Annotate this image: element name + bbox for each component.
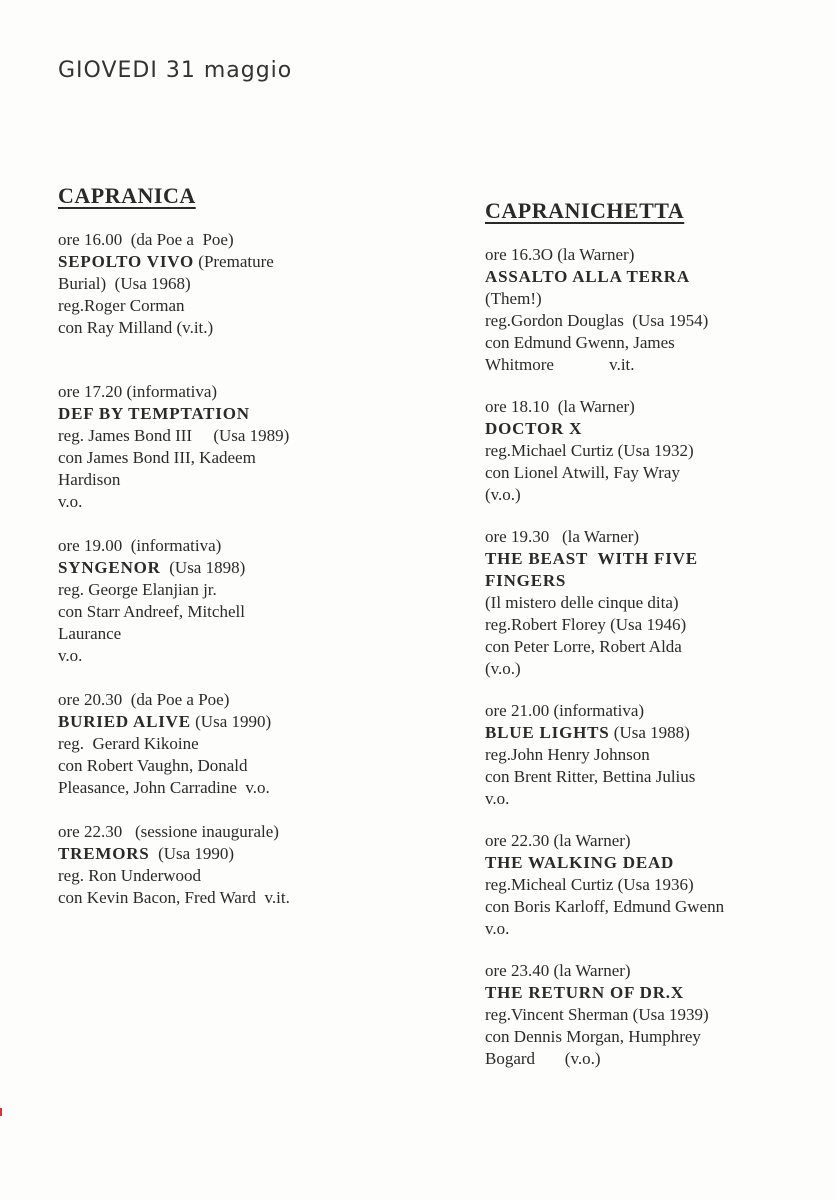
film-director: reg.Roger Corman (58, 296, 185, 315)
film-cast: con Lionel Atwill, Fay Wray (485, 463, 680, 482)
screening-entry (58, 535, 388, 667)
film-title: TREMORS (58, 844, 150, 863)
film-director: reg.Vincent Sherman (Usa 1939) (485, 1005, 709, 1024)
screening-time: ore 21.00 (informativa) (485, 701, 645, 720)
screening-entry (58, 689, 388, 799)
screening-time: ore 18.10 (la Warner) (485, 397, 635, 416)
screening-time: ore 23.40 (la Warner) (485, 961, 631, 980)
film-version: v.o. (58, 646, 83, 665)
film-version: (v.o.) (485, 659, 521, 678)
film-title-suffix: (Usa 1988) (609, 723, 690, 742)
film-director: reg. Ron Underwood (58, 866, 202, 885)
screening-entry (485, 244, 785, 376)
film-italian-title: (Il mistero delle cinque dita) (485, 593, 679, 612)
venue-heading-capranica: CAPRANICA (58, 183, 196, 208)
film-title-continued: FINGERS (485, 571, 567, 590)
film-title: BURIED ALIVE (58, 712, 191, 731)
film-cast: Bogard (v.o.) (485, 1049, 601, 1068)
film-cast: con Ray Milland (v.it.) (58, 318, 214, 337)
film-cast: con Robert Vaughn, Donald (58, 756, 248, 775)
film-title-suffix: (Premature (194, 252, 274, 271)
film-title: THE RETURN OF DR.X (485, 983, 684, 1002)
film-version: v.o. (485, 789, 510, 808)
film-cast: con Boris Karloff, Edmund Gwenn (485, 897, 725, 916)
screening-entry (58, 381, 388, 513)
film-title: THE WALKING DEAD (485, 853, 675, 872)
film-cast: con Peter Lorre, Robert Alda (485, 637, 682, 656)
screening-time: ore 19.30 (la Warner) (485, 527, 640, 546)
film-cast: con Starr Andreef, Mitchell (58, 602, 245, 621)
film-title-suffix: (Usa 1990) (190, 712, 272, 731)
film-director: reg.Robert Florey (Usa 1946) (485, 615, 687, 634)
capranichetta-column (485, 198, 785, 1090)
screening-entry (485, 830, 785, 940)
film-original-title: (Them!) (485, 289, 542, 308)
film-version: (v.o.) (485, 485, 521, 504)
film-cast: con Edmund Gwenn, James (485, 333, 675, 352)
film-cast: Pleasance, John Carradine v.o. (58, 778, 270, 797)
film-cast: con Brent Ritter, Bettina Julius (485, 767, 696, 786)
film-cast: con Kevin Bacon, Fred Ward v.it. (58, 888, 290, 907)
venue-heading-capranichetta: CAPRANICHETTA (485, 198, 685, 223)
film-title: ASSALTO ALLA TERRA (485, 267, 690, 286)
screening-entry (485, 960, 785, 1070)
screening-entry (485, 396, 785, 506)
film-cast: Hardison (58, 470, 121, 489)
screening-time: ore 17.20 (informativa) (58, 382, 218, 401)
film-director: reg.Michael Curtiz (Usa 1932) (485, 441, 694, 460)
film-director: reg.Gordon Douglas (Usa 1954) (485, 311, 709, 330)
film-title: DOCTOR X (485, 419, 583, 438)
screening-entry (58, 821, 388, 909)
film-title-suffix: (Usa 1898) (160, 558, 246, 577)
film-director: reg. James Bond III (Usa 1989) (58, 426, 290, 445)
film-cast: con James Bond III, Kadeem (58, 448, 256, 467)
film-cast: Laurance (58, 624, 122, 643)
film-title: THE BEAST WITH FIVE (485, 549, 698, 568)
screening-time: ore 22.30 (sessione inaugurale) (58, 822, 279, 841)
capranica-column (58, 183, 388, 931)
film-title: BLUE LIGHTS (485, 723, 610, 742)
film-director: reg.John Henry Johnson (485, 745, 650, 764)
film-cast: Whitmore v.it. (485, 355, 635, 374)
screening-entry (485, 526, 785, 680)
film-info: Burial) (Usa 1968) (58, 274, 191, 293)
screening-time: ore 16.3O (la Warner) (485, 245, 635, 264)
film-title: SYNGENOR (58, 558, 161, 577)
screening-time: ore 16.00 (da Poe a Poe) (58, 230, 234, 249)
film-director: reg. George Elanjian jr. (58, 580, 217, 599)
screening-time: ore 22.30 (la Warner) (485, 831, 631, 850)
film-version: v.o. (58, 492, 83, 511)
film-title: DEF BY TEMPTATION (58, 404, 250, 423)
screening-time: ore 20.30 (da Poe a Poe) (58, 690, 230, 709)
film-title-suffix: (Usa 1990) (149, 844, 235, 863)
film-director: reg. Gerard Kikoine (58, 734, 199, 753)
margin-red-mark (0, 1108, 2, 1116)
page-date-heading: GIOVEDI 31 maggio (58, 58, 293, 83)
screening-time: ore 19.00 (informativa) (58, 536, 222, 555)
film-cast: con Dennis Morgan, Humphrey (485, 1027, 701, 1046)
film-title: SEPOLTO VIVO (58, 252, 195, 271)
screening-entry (485, 700, 785, 810)
screening-entry (58, 229, 388, 339)
film-version: v.o. (485, 919, 510, 938)
film-director: reg.Micheal Curtiz (Usa 1936) (485, 875, 694, 894)
